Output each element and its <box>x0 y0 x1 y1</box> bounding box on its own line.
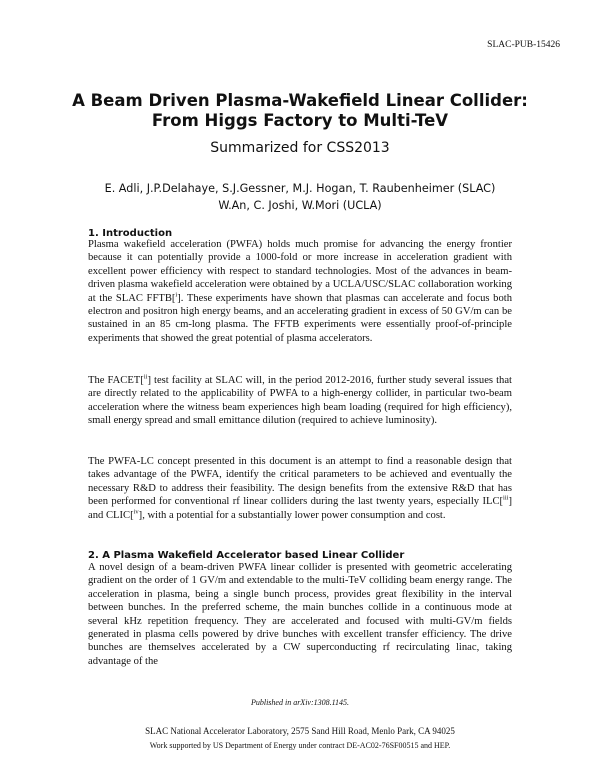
reference-marker[interactable]: iii <box>503 494 509 502</box>
paragraph-text: ] and CLIC[ <box>88 496 512 521</box>
paragraph-text: The PWFA-LC concept presented in this document is an attempt to find a reasonable design that takes advantage of the PWFA, identify the critical parameters to be achieved and eventually the necessary R&D to address their feasibility. The design benefits from the extensive R&D that has been performed for conventional rf linear colliders during the last twenty years, especially ILC[ <box>88 456 512 508</box>
paragraph-text: The FACET[ <box>88 375 144 386</box>
reference-marker[interactable]: ii <box>143 373 148 381</box>
paragraph-text: A novel design of a beam-driven PWFA linear collider is presented with geometric accelerating gradient on the order of 1 GV/m and extendable to the multi-TeV colliding beam energy range. The acceleration in plasma, being a single bunch process, provides great flexibility in the interval between bunches. In the preferred scheme, the main bunches collide in a continuous mode at several kHz repetition frequency. They are accelerated and focused with multi-GV/m fields generated in plasma cells powered by drive bunches with excellent transfer efficiency. The drive bunches are themselves accelerated by a CW superconducting rf recirculating linac, taking advantage of the <box>88 562 512 667</box>
authors-line-2: W.An, C. Joshi, W.Mori (UCLA) <box>218 199 382 212</box>
paper-title-line-2: From Higgs Factory to Multi-TeV <box>151 111 449 130</box>
section-1-heading: 1. Introduction <box>88 228 173 239</box>
section-2-paragraph-1 <box>88 561 512 668</box>
reference-marker[interactable]: i <box>175 291 178 299</box>
report-number: SLAC-PUB-15426 <box>487 40 560 50</box>
paragraph-text: Plasma wakefield acceleration (PWFA) holds much promise for advancing the energy frontier because it can potentially provide a 1000-fold or more increase in acceleration gradient with excellent power efficiency with respect to standard technologies. Most of the advances in beam-driven plasma wakefield acceleration were obtained by a UCLA/USC/SLAC collaboration working at the SLAC FFTB[ <box>88 239 512 304</box>
reference-marker[interactable]: iv <box>133 508 139 516</box>
paragraph-text: ]. These experiments have shown that plasmas can accelerate and focus both electron and positron high energy beams, and an accelerating gradient in excess of 50 GV/m can be sustained in an 85 cm-long plasma. The FFTB experiments were essentially proof-of-principle experiments that showed the great potential of plasma accelerators. <box>88 292 513 344</box>
publication-note: Published in arXiv:1308.1145. <box>250 698 350 707</box>
paper-subtitle: Summarized for CSS2013 <box>210 140 390 156</box>
paper-title-line-1: A Beam Driven Plasma-Wakefield Linear Collider: <box>72 91 528 110</box>
section-1-paragraph-3 <box>88 455 512 522</box>
paragraph-text: ] test facility at SLAC will, in the period 2012-2016, further study several issues that are directly related to the applicability of PWFA to a high-energy collider, in particular two-beam acceleration where the witness beam experiences high beam loading (required for high efficiency), small energy spread and small emittance dilution (required to achieve luminosity). <box>88 375 512 427</box>
authors-line-1: E. Adli, J.P.Delahaye, S.J.Gessner, M.J. Hogan, T. Raubenheimer (SLAC) <box>104 182 496 195</box>
section-1-paragraph-2 <box>88 374 512 428</box>
section-1-paragraph-1 <box>88 238 512 345</box>
section-2-heading: 2. A Plasma Wakefield Accelerator based Linear Collider <box>88 550 405 561</box>
paragraph-text: ], with a potential for a substantially lower power consumption and cost. <box>138 509 446 521</box>
footer-funding: Work supported by US Department of Energy under contract DE-AC02-76SF00515 and HEP. <box>149 741 451 750</box>
footer-address: SLAC National Accelerator Laboratory, 2575 Sand Hill Road, Menlo Park, CA 94025 <box>145 726 455 736</box>
